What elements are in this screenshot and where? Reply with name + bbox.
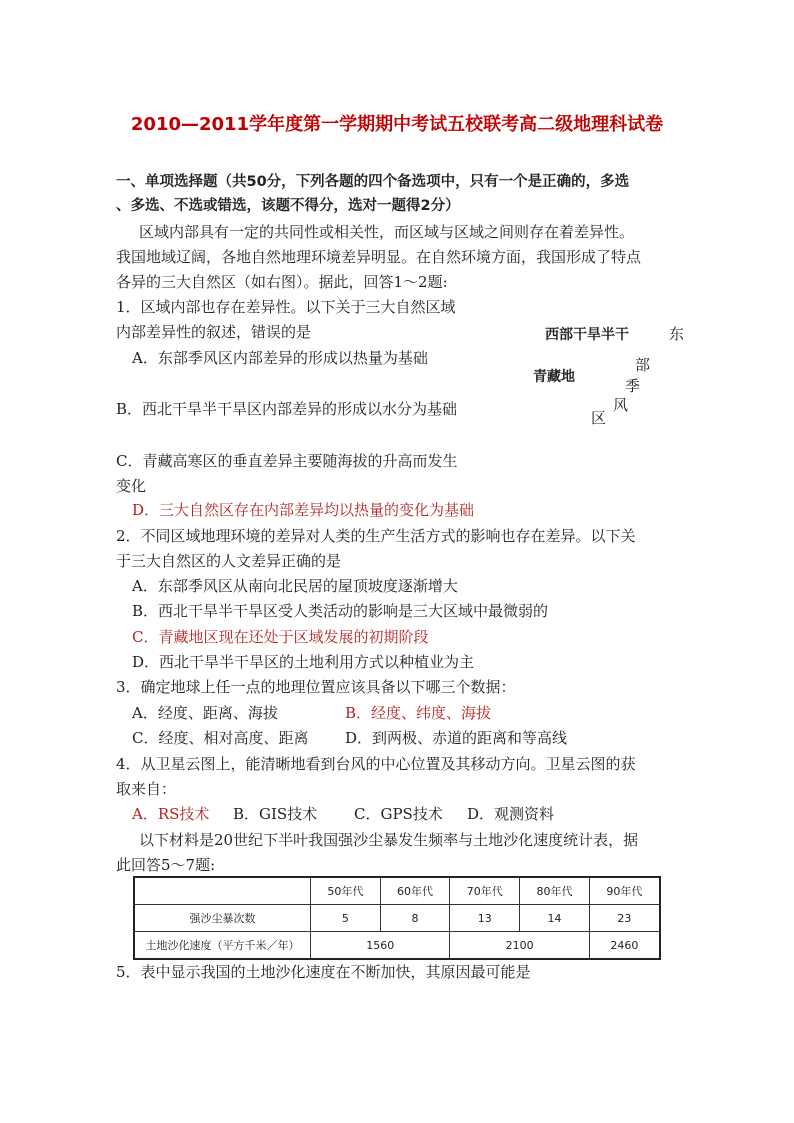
table-header-cell: 80年代 <box>520 877 590 905</box>
q2-option-b: B．西北干旱半干旱区受人类活动的影响是三大区域中最微弱的 <box>132 602 549 620</box>
q3-option-c: C．经度、相对高度、距离 <box>132 729 309 747</box>
q2-option-c: C．青藏地区现在还处于区域发展的初期阶段 <box>132 628 429 646</box>
map-label-tibet: 青藏地 <box>533 369 575 385</box>
q5-stem: 5．表中显示我国的土地沙化速度在不断加快，其原因最可能是 <box>116 963 531 981</box>
q1-stem-cont: 内部差异性的叙述，错误的是 <box>116 323 312 341</box>
q3-option-a: A．经度、距离、海拔 <box>132 704 278 722</box>
table-header-cell: 90年代 <box>589 877 660 905</box>
table-cell: 14 <box>520 905 590 932</box>
table-header-cell: 50年代 <box>311 877 381 905</box>
table-cell: 1560 <box>311 932 450 960</box>
map-label-qu: 区 <box>591 409 607 427</box>
q4-option-d: D．观测资料 <box>467 805 555 823</box>
q4-stem: 4．从卫星云图上，能清晰地看到台风的中心位置及其移动方向。卫星云图的获 <box>116 755 636 773</box>
table-row <box>134 932 660 960</box>
q2-stem-cont: 于三大自然区的人文差异正确的是 <box>116 552 342 570</box>
table-header-row <box>134 877 660 905</box>
q1-option-d: D．三大自然区存在内部差异均以热量的变化为基础 <box>132 501 475 519</box>
table-cell: 13 <box>450 905 520 932</box>
table-header-cell: 70年代 <box>450 877 520 905</box>
q4-option-c: C．GPS技术 <box>354 805 443 823</box>
table-row-label: 土地沙化速度（平方千米／年） <box>134 932 311 960</box>
q1-option-c-cont: 变化 <box>116 477 147 495</box>
section-heading-cont: 、多选、不选或错选，该题不得分，选对一题得2分） <box>116 198 460 214</box>
q1-option-a: A．东部季风区内部差异的形成以热量为基础 <box>132 349 428 367</box>
q2-option-d: D．西北干旱半干旱区的土地利用方式以种植业为主 <box>132 653 475 671</box>
q1-stem: 1．区域内部也存在差异性。以下关于三大自然区域 <box>116 298 456 316</box>
sandstorm-stats-table <box>133 876 661 960</box>
table-row-label: 强沙尘暴次数 <box>134 905 311 932</box>
table-header-cell: 60年代 <box>380 877 450 905</box>
table-cell: 8 <box>380 905 450 932</box>
q1-option-c: C．青藏高寒区的垂直差异主要随海拔的升高而发生 <box>116 452 458 470</box>
q3-option-b: B．经度、纬度、海拔 <box>345 704 492 722</box>
table-row <box>134 905 660 932</box>
table-cell: 2460 <box>589 932 660 960</box>
map-label-feng: 风 <box>613 396 629 414</box>
q2-option-a: A．东部季风区从南向北民居的屋顶坡度逐渐增大 <box>132 577 458 595</box>
map-label-east: 东 <box>669 325 685 343</box>
passage1-line3: 各异的三大自然区（如右图）。据此，回答1～2题: <box>116 273 448 291</box>
q4-stem-cont: 取来自： <box>116 780 177 798</box>
section-heading: 一、单项选择题（共50分，下列各题的四个备选项中，只有一个是正确的，多选 <box>116 174 630 190</box>
q3-option-d: D．到两极、赤道的距离和等高线 <box>345 729 568 747</box>
map-label-bu: 部 <box>635 356 651 374</box>
q2-stem: 2．不同区域地理环境的差异对人类的生产生活方式的影响也存在差异。以下关 <box>116 527 636 545</box>
table-cell: 23 <box>589 905 660 932</box>
map-label-ji: 季 <box>625 377 641 395</box>
passage2-line2: 此回答5～7题: <box>116 856 216 874</box>
table-header-cell <box>134 877 311 905</box>
q4-option-b: B．GIS技术 <box>233 805 318 823</box>
q1-option-b: B．西北干旱半干旱区内部差异的形成以水分为基础 <box>116 400 458 418</box>
passage2-line1: 以下材料是20世纪下半叶我国强沙尘暴发生频率与土地沙化速度统计表，据 <box>139 831 639 849</box>
passage1-line1: 区域内部具有一定的共同性或相关性，而区域与区域之间则存在着差异性。 <box>139 223 635 241</box>
table-cell: 5 <box>311 905 381 932</box>
q4-option-a: A．RS技术 <box>132 805 210 823</box>
table-cell: 2100 <box>450 932 589 960</box>
map-label-northwest: 西部干旱半干 <box>545 327 629 343</box>
passage1-line2: 我国地域辽阔，各地自然地理环境差异明显。在自然环境方面，我国形成了特点 <box>116 248 642 266</box>
q3-stem: 3．确定地球上任一点的地理位置应该具备以下哪三个数据： <box>116 678 516 696</box>
exam-title: 2010—2011学年度第一学期期中考试五校联考高二级地理科试卷 <box>130 114 664 135</box>
